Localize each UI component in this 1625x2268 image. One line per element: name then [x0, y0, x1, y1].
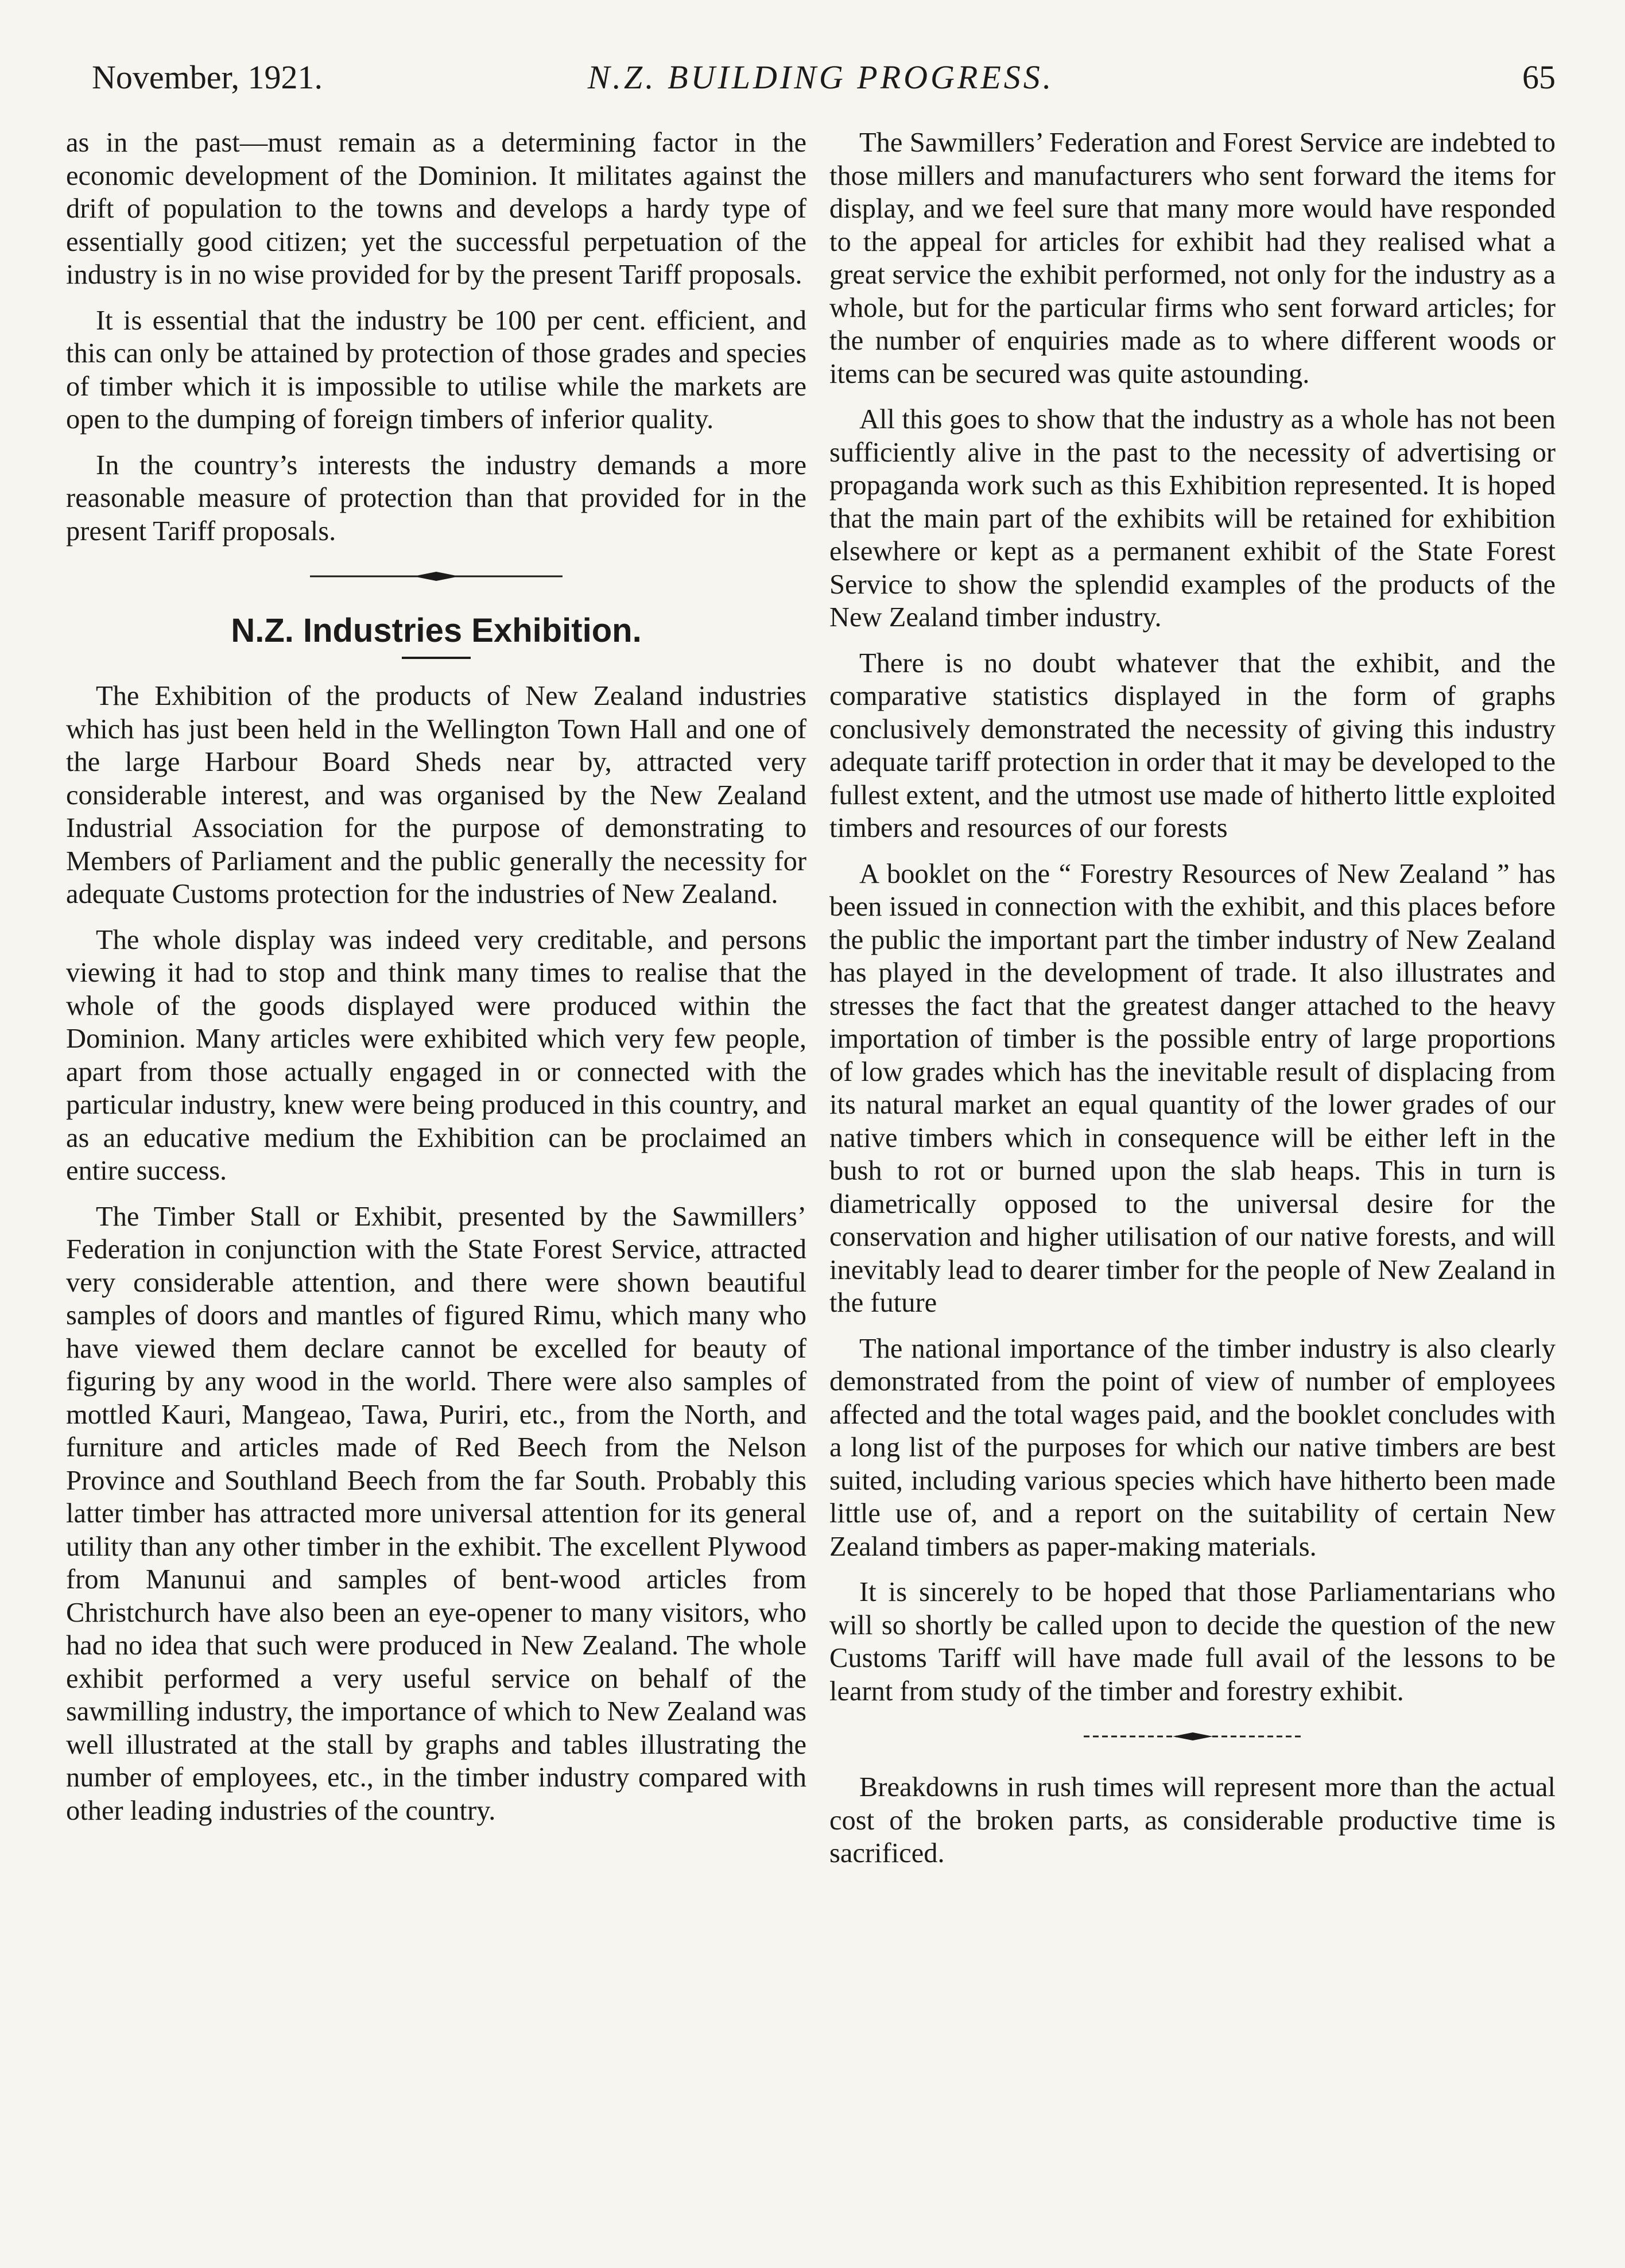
paragraph: The Exhibition of the products of New Zealand industries which has just been held in the Wellington Town Hall and one of the large Harbour Board Sheds near by, attracted very considerable interest, and was organised by the New Zealand Industrial Association for the purpose of demonstrating to Members of Parliament and the public generally the necessity for adequate Customs protection for the industries of New Zealand. [66, 681, 806, 909]
paragraph: The whole display was indeed very creditable, and persons viewing it had to stop and think many times to realise that the whole of the goods displayed were produced within the Dominion. Many articles were exhibited which very few people, apart from those actually engaged in or connected with the particular industry, knew were being produced in this country, and as an educative medium the Exhibition can be proclaimed an entire success. [66, 924, 806, 1186]
issue-date: November, 1921. [92, 59, 323, 96]
heading-underline [402, 657, 471, 659]
divider-ornament [1084, 1731, 1302, 1742]
paragraph: A booklet on the “ Forestry Resources of New Zealand ” has been issued in connection with the exhibit, and this places before the public the important part the timber industry of New Zealand has played in the development of trade. It also illustrates and stresses the fact that the greatest danger attached to the heavy importation of timber is the possible entry of large proportions of low grades which has the inevitable result of displacing from its natural market an equal quantity of the lower grades of our native timbers which in consequence will be either left in the bush to rot or burned upon the slab heaps. This in turn is diametrically opposed to the universal desire for the conservation and higher utilisation of our native forests, and will inevitably lead to dearer timber for the people of New Zealand in the future [829, 858, 1556, 1318]
section-heading: N.Z. Industries Exhibition. [231, 612, 642, 649]
paragraph: The Timber Stall or Exhibit, presented by the Sawmillers’ Federation in conjunction with the State Forest Service, attracted very considerable attention, and there were shown beautiful samples of doors and mantles of figured Rimu, which many who have viewed them declare cannot be excelled for beauty of figuring by any wood in the world. There were also samples of mottled Kauri, Mangeao, Tawa, Puriri, etc., from the North, and furniture and articles made of Red Beech from the Nelson Province and Southland Beech from the far South. Probably this latter timber has attracted more universal attention for its general utility than any other timber in the exhibit. The excellent Plywood from Manunui and samples of bent-wood articles from Christchurch have also been an eye-opener to many visitors, who had no idea that such were produced in New Zealand. The whole exhibit performed a very useful service on behalf of the sawmilling industry, the importance of which to New Zealand was well illustrated at the stall by graphs and tables illustrating the number of employees, etc., in the timber industry compared with other leading industries of the country. [66, 1201, 806, 1826]
publication-title: N.Z. BUILDING PROGRESS. [587, 59, 1054, 96]
paragraph-continued: as in the past—must remain as a determining factor in the economic development of the Dominion. It militates against the drift of population to the towns and develops a hardy type of essentially good citizen; yet the successful perpetuation of the industry is in no wise provided for by the present Tariff proposals. [66, 127, 806, 290]
paragraph: All this goes to show that the industry as a whole has not been sufficiently alive in the past to the necessity of advertising or propaganda work such as this Exhibition represented. It is hoped that the main part of the exhibits will be retained for exhibition elsewhere or kept as a permanent exhibit of the State Forest Service to show the splendid examples of the products of the New Zealand timber industry. [829, 404, 1556, 633]
left-column [66, 126, 806, 1827]
running-head [86, 55, 1556, 100]
section-divider-ornament [310, 571, 563, 582]
paragraph: It is essential that the industry be 100 per cent. efficient, and this can only be attained by protection of those grades and species of timber which it is impossible to utilise while the markets are open to the dumping of foreign timbers of inferior quality. [66, 305, 806, 435]
paragraph: In the country’s interests the industry demands a more reasonable measure of protection than that provided for in the present Tariff proposals. [66, 449, 806, 546]
filler-paragraph: Breakdowns in rush times will represent more than the actual cost of the broken parts, as considerable productive time is sacrificed. [829, 1772, 1556, 1868]
paragraph: The Sawmillers’ Federation and Forest Service are indebted to those millers and manufacturers who sent forward the items for display, and we feel sure that many more would have responded to the appeal for articles for exhibit had they realised what a great service the exhibit performed, not only for the industry as a whole, but for the particular firms who sent forward articles; for the number of enquiries made as to where different woods or items can be secured was quite astounding. [829, 127, 1556, 389]
paragraph: There is no doubt whatever that the exhibit, and the comparative statistics displayed in the form of graphs conclusively demonstrated the necessity of giving this industry adequate tariff protection in order that it may be developed to the fullest extent, and the utmost use made of hitherto little exploited timbers and resources of our forests [829, 648, 1556, 843]
page-number: 65 [1522, 59, 1556, 96]
paragraph: The national importance of the timber industry is also clearly demonstrated from the point of view of number of employees affected and the total wages paid, and the booklet concludes with a long list of the purposes for which our native timbers are best suited, including various species which have hitherto been made little use of, and a report on the suitability of certain New Zealand timbers as paper-making materials. [829, 1333, 1556, 1562]
right-column [829, 126, 1556, 1870]
paragraph: It is sincerely to be hoped that those Parliamentarians who will so shortly be called upon to decide the question of the new Customs Tariff will have made full avail of the lessons to be learnt from study of the timber and forestry exhibit. [829, 1577, 1556, 1707]
